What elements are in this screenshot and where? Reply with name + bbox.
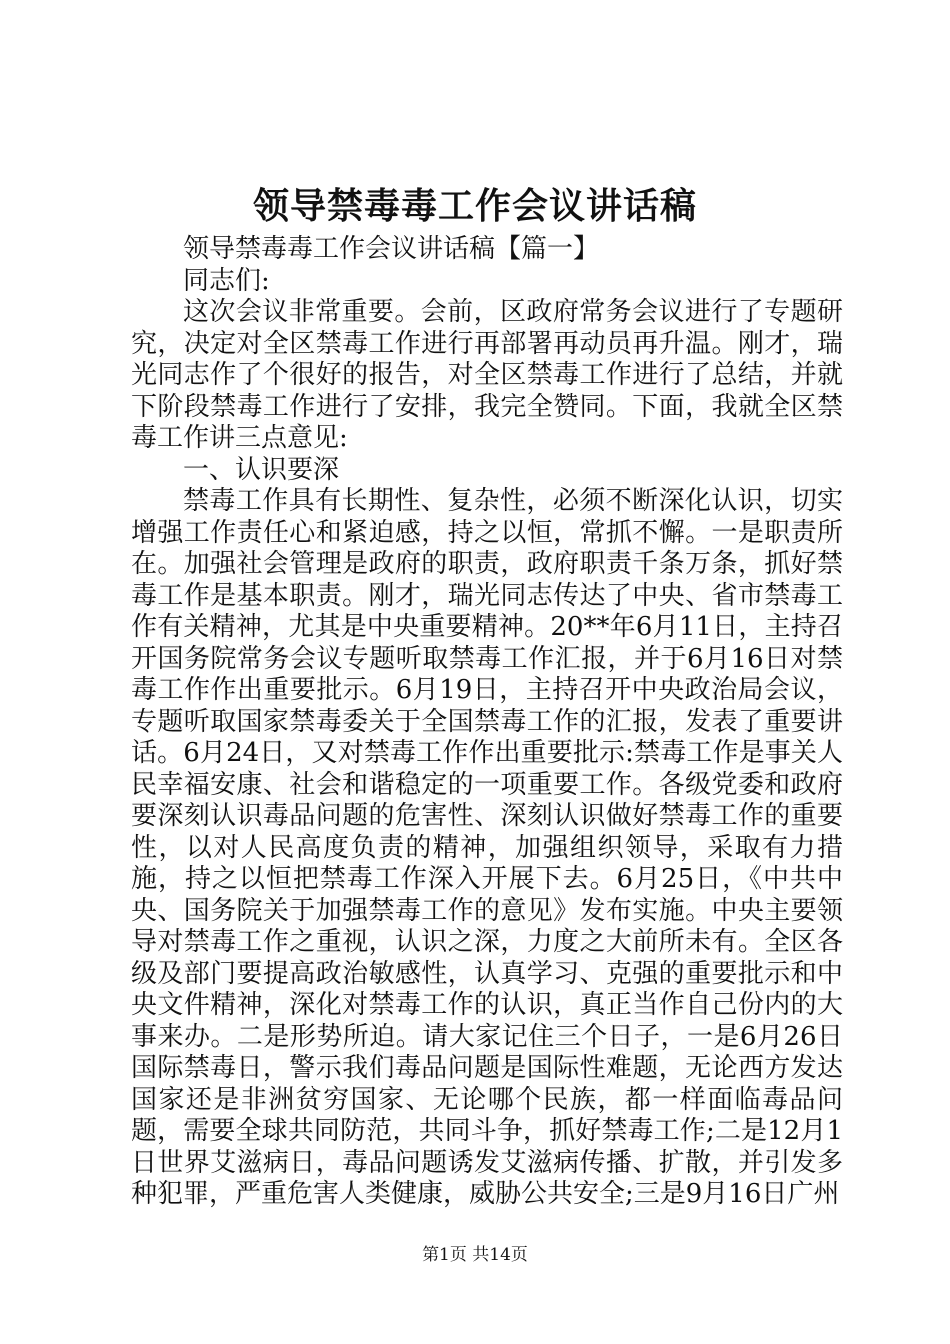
- paragraph-salutation: 同志们:: [183, 265, 270, 296]
- paragraph-section-body: 禁毒工作具有长期性、复杂性，必须不断深化认识，切实增强工作责任心和紧迫感，持之以恒，常抓不懈。一是职责所在。加强社会管理是政府的职责，政府职责千条万条，抓好禁毒工作是基本职责。刚才，瑞光同志传达了中央、省市禁毒工作有关精神，尤其是中央重要精神。20**年6月11日，主持召开国务院常务会议专题听取禁毒工作汇报，并于6月16日对禁毒工作作出重要批示。6月19日，主持召开中央政治局会议，专题听取国家禁毒委关于全国禁毒工作的汇报，发表了重要讲话。6月24日，又对禁毒工作作出重要批示:禁毒工作是事关人民幸福安康、社会和谐稳定的一项重要工作。各级党委和政府要深刻认识毒品问题的危害性、深刻认识做好禁毒工作的重要性，以对人民高度负责的精神，加强组织领导，采取有力措施，持之以恒把禁毒工作深入开展下去。6月25日，《中共中央、国务院关于加强禁毒工作的意见》发布实施。中央主要领导对禁毒工作之重视，认识之深，力度之大前所未有。全区各级及部门要提高政治敏感性，认真学习、克强的重要批示和中央文件精神，深化对禁毒工作的认识，真正当作自己份内的大事来办。二是形势所迫。请大家记住三个日子，一是6月26日国际禁毒日，警示我们毒品问题是国际性难题，无论西方发达国家还是非洲贫穷国家、无论哪个民族，都一样面临毒品问题，需要全球共同防范，共同斗争，抓好禁毒工作;二是12月1日世界艾滋病日，毒品问题诱发艾滋病传播、扩散，并引发多种犯罪，严重危害人类健康，威胁公共安全;三是9月16日广州: [131, 486, 843, 1209]
- page-footer: 第1页 共14页: [422, 1245, 528, 1265]
- paragraph-intro: 这次会议非常重要。会前，区政府常务会议进行了专题研究，决定对全区禁毒工作进行再部署再动员再升温。刚才，瑞光同志作了个很好的报告，对全区禁毒工作进行了总结，并就下阶段禁毒工作进行了安排，我完全赞同。下面，我就全区禁毒工作讲三点意见:: [131, 297, 843, 453]
- paragraph-section-heading: 一、认识要深: [183, 454, 340, 485]
- paragraph-heading-part-one: 领导禁毒毒工作会议讲话稿【篇一】: [183, 234, 600, 264]
- document-body: [131, 234, 843, 1211]
- document-title: 领导禁毒毒工作会议讲话稿: [252, 185, 697, 227]
